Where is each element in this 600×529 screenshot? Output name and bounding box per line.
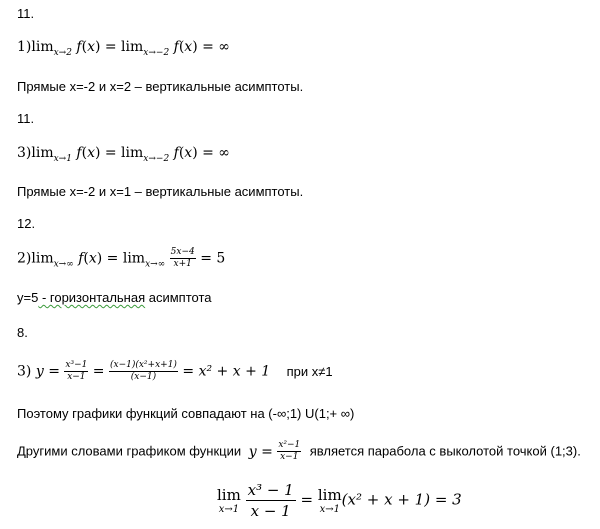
- condition-text: при x≠1: [286, 363, 333, 379]
- formula-tail: = x² + x + 1: [182, 363, 271, 380]
- text-asymptotes-2: Прямые x=-2 и x=1 – вертикальные асимптоты.: [17, 184, 304, 199]
- task-number-11a: 11.: [17, 6, 35, 21]
- final-limit-formula: lim x→1 $\frac{\text{x³ − 1}}{x - 1}$ = lim x→1 (x² + x + 1) = 3: [217, 481, 462, 520]
- formula-2: $3)\lim_{x\to 1}$ $f(x) = \lim_{x\to-2} f(x)$ = ∞: [17, 145, 230, 164]
- text-asymptotes-1: Прямые x=-2 и x=2 – вертикальные асимптоты.: [17, 79, 304, 94]
- fraction: $\frac{\text{(x−1)(x²+x+1)}}{(x-1)}$: [109, 360, 177, 382]
- fraction: $\frac{5x-4}{x+1}$: [170, 247, 195, 269]
- task-number-8: 8.: [17, 325, 28, 340]
- fraction: $\frac{\text{x²−1}}{x-1}$: [278, 440, 301, 462]
- fraction: $\frac{\text{x³ − 1}}{x - 1}$: [247, 481, 294, 520]
- text-parabola: Другими словами графиком функции y = $\frac{\text{x²−1}}{x-1}$ является парабола с выколотой точкой (1;3).: [17, 440, 581, 462]
- formula-1: $1)\lim_{x\to 2}$ $f(x) = \lim_{x\to-2} f(x)$ = ∞: [17, 39, 230, 58]
- formula-3: $2)\lim_{x\to\infty}$ $f(x) = \lim_{x\to\infty}$ $\frac{5x-4}{x+1}$ = 5: [17, 247, 226, 270]
- formula-4: 3) y = $\frac{\text{x³−1}}{x-1}$ = $\frac{\text{(x−1)(x²+x+1)}}{(x-1)}$ = x² + x + 1 при x≠1: [17, 360, 333, 382]
- lim-subscript: x→−2: [143, 48, 170, 58]
- formula-prefix: 3): [17, 363, 36, 380]
- spellcheck-underlined-text: - горизонтальная: [38, 290, 146, 305]
- lim-subscript: x→2: [53, 48, 72, 58]
- lim-subscript: x→−2: [143, 154, 170, 164]
- formula-tail: = 5: [200, 250, 226, 267]
- fraction: $\frac{\text{x³−1}}{x-1}$: [65, 360, 88, 382]
- formula-prefix: 3): [17, 145, 32, 161]
- task-number-12: 12.: [17, 216, 36, 231]
- text-graphs-coincide: Поэтому графики функций совпадают на (-∞;1) U(1;+ ∞): [17, 406, 355, 421]
- formula-prefix: 2): [17, 250, 32, 267]
- final-rhs: (x² + x + 1) = 3: [341, 490, 462, 509]
- formula-tail: = ∞: [202, 145, 230, 161]
- text-horizontal-asymptote: y=5 - горизонтальная асимптота: [17, 290, 212, 305]
- task-number-11b: 11.: [17, 111, 35, 126]
- lim-subscript: x→1: [53, 154, 72, 164]
- lim-subscript: x→∞: [145, 259, 166, 270]
- formula-prefix: 1): [17, 39, 32, 55]
- formula-tail: = ∞: [202, 39, 230, 55]
- lim-subscript: x→∞: [53, 259, 74, 270]
